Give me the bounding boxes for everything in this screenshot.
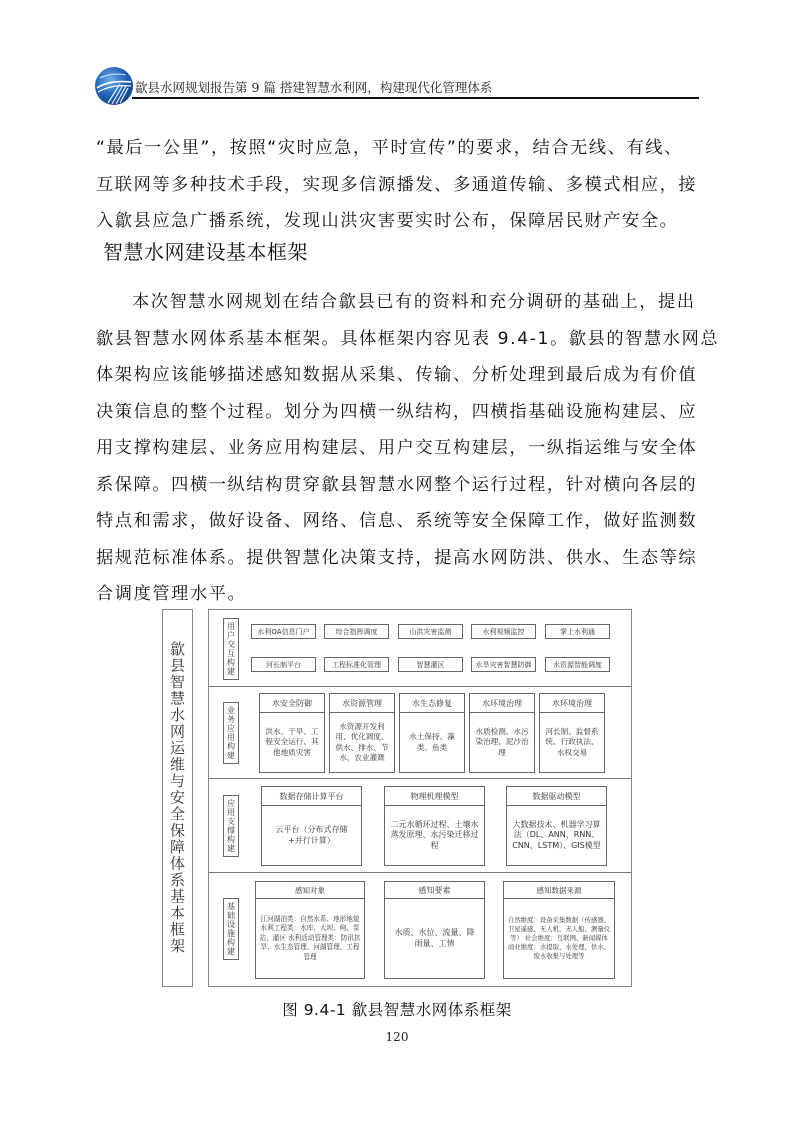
business-card (259, 693, 325, 773)
layer-label-text: 基础设施构建 (226, 902, 236, 956)
text-line: 本次智慧水网规划在结合歙县已有的资料和充分调研的基础上，提出 (132, 292, 696, 312)
card-body: 河长制、监督系统、行政执法、水权交易 (545, 726, 599, 757)
user-item: 水旱灾害智慧防御 (471, 657, 536, 672)
header-rule (132, 97, 699, 99)
vertical-pillar-box (162, 609, 193, 987)
layer-label-text: 用户交互构建 (226, 622, 236, 676)
layer-label (223, 702, 239, 764)
card-title: 物理机理模型 (385, 787, 484, 806)
layer-user-interaction (209, 610, 631, 687)
text-line: 特点和需求，做好设备、网络、信息、系统等安全保障工作，做好监测数 (96, 511, 698, 531)
card-body: 二元水循环过程、土壤水蒸发原理、水污染迁移过程 (390, 819, 479, 850)
layer-application-support (209, 779, 631, 873)
card-body: 水土保持、藻类、鱼类 (409, 732, 455, 752)
card-body: 水质、水位、流量、降雨量、工情 (394, 928, 475, 948)
infrastructure-card (503, 881, 615, 979)
user-item: 山洪灾害监测 (398, 624, 463, 639)
card-body: 云平台（分布式存储+并行计算） (275, 825, 348, 845)
user-item: 河长制平台 (251, 657, 316, 672)
card-title: 水资源管理 (330, 694, 394, 713)
user-item: 水资源智能调度 (545, 657, 610, 672)
user-item: 掌上水利通 (545, 624, 610, 639)
card-title: 水环境治理 (470, 694, 534, 713)
card-body: 自然维度：设备采集数据（传感器、卫星遥感、无人机、无人船、测量仪等） 社会维度：互联网、新闻媒体 商业维度：水提取、水处理、供水、废水收集与处理等 (507, 916, 611, 960)
card-body: 洪水、干旱、工程安全运行、其他地质灾害 (265, 726, 319, 757)
card-title: 水安全防御 (260, 694, 324, 713)
card-body: 水资源开发利用、优化调度、供水、排水、节水、农业灌溉 (335, 721, 389, 762)
page-number: 120 (385, 1030, 409, 1044)
card-title: 感知数据来源 (504, 882, 614, 899)
card-body: 大数据技术、机器学习算法（DL、ANN、RNN、CNN、LSTM）、GIS模型 (512, 819, 601, 850)
card-body: 江河湖泊类：自然水系、地形地貌 水利工程类：水库、大坝、闸、泵站、灌区 水利活动管理类：防汛抗旱、水生态管理、河湖管理、工程管理 (259, 914, 361, 961)
card-body: 水质检测、水污染治理、泥沙治理 (475, 726, 529, 757)
text-line: “最后一公里”，按照“灾时应急，平时宣传”的要求，结合无线、有线、 (96, 138, 683, 158)
figure-caption: 图 9.4-1 歙县智慧水网体系框架 (282, 1001, 512, 1019)
user-item: 水利OA信息门户 (251, 624, 316, 639)
text-line: 系保障。四横一纵结构贯穿歙县智慧水网整个运行过程，针对横向各层的 (96, 474, 698, 495)
water-network-logo-icon (94, 66, 134, 106)
layer-label (223, 795, 239, 857)
card-title: 水生态修复 (400, 694, 464, 713)
text-line: 据规范标准体系。提供智慧化决策支持，提高水网防洪、供水、生态等综 (96, 547, 698, 568)
running-header: 歙县水网规划报告第 9 篇 搭建智慧水利网，构建现代化管理体系 (135, 80, 493, 95)
user-item: 综合指挥调度 (324, 624, 389, 639)
layer-infrastructure (209, 873, 631, 986)
intro-paragraph (96, 130, 712, 240)
layer-label (223, 898, 239, 960)
user-item: 工程标准化管理 (324, 657, 389, 672)
layer-label-text: 业务应用构建 (226, 706, 236, 760)
layer-label-text: 应用支撑构建 (226, 799, 236, 853)
vertical-pillar-label: 歙县智慧水网运维与安全保障体系基本框架 (168, 641, 186, 955)
layer-business-application (209, 687, 631, 779)
infrastructure-card (384, 881, 485, 979)
user-item: 水利视频监控 (471, 624, 536, 639)
section-heading: 智慧水网建设基本框架 (103, 240, 308, 264)
body-paragraph (96, 284, 720, 613)
card-title: 数据驱动模型 (507, 787, 606, 806)
text-line: 决策信息的整个过程。划分为四横一纵结构，四横指基础设施构建层、应 (96, 401, 698, 422)
card-title: 感知要素 (385, 882, 484, 899)
card-title: 感知对象 (256, 882, 364, 899)
text-line: 互联网等多种技术手段，实现多信源播发、多通道传输、多模式相应，接 (96, 174, 698, 195)
card-title: 水环境治理 (540, 694, 604, 713)
user-item: 智慧灌区 (398, 657, 463, 672)
text-line: 体架构应该能够描述感知数据从采集、传输、分析处理到最后成为有价值 (96, 365, 698, 385)
business-card (469, 693, 535, 773)
support-card (384, 786, 485, 866)
business-card (539, 693, 605, 773)
text-line: 用支撑构建层、业务应用构建层、用户交互构建层，一纵指运维与安全体 (96, 438, 698, 458)
support-card (506, 786, 607, 866)
layers-frame (208, 609, 632, 987)
text-line: 歙县智慧水网体系基本框架。具体框架内容见表 9.4-1。歙县的智慧水网总 (96, 328, 720, 349)
business-card (399, 693, 465, 773)
text-line: 入歙县应急广播系统，发现山洪灾害要实时公布，保障居民财产安全。 (96, 211, 679, 231)
infrastructure-card (255, 881, 365, 979)
layer-label (223, 618, 239, 680)
text-line: 合调度管理水平。 (96, 584, 247, 604)
card-title: 数据存储计算平台 (262, 787, 361, 806)
support-card (261, 786, 362, 866)
business-card (329, 693, 395, 773)
